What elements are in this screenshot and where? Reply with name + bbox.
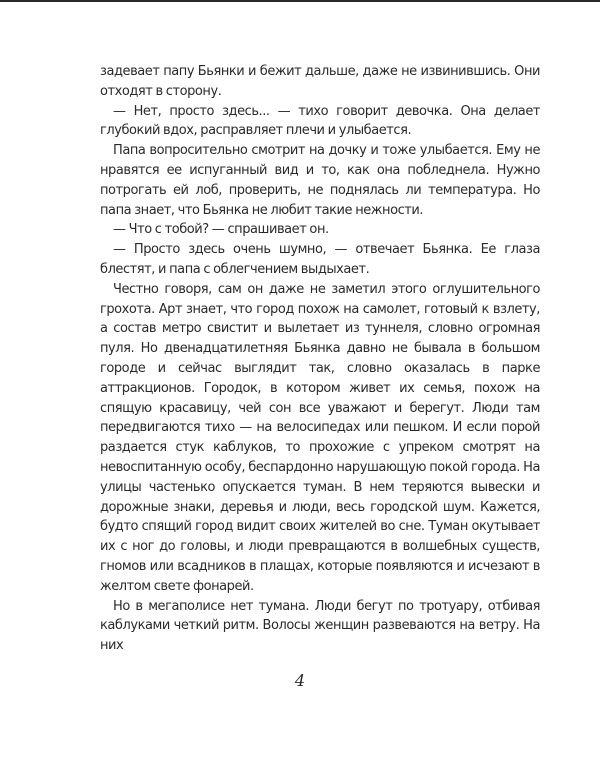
paragraph-2: — Нет, просто здесь... — тихо говорит девочка. Она делает глубокий вдох, расправляет плечи и улыбается. bbox=[100, 103, 540, 139]
paragraph-7: Но в мегаполисе нет тумана. Люди бегут по тротуару, отбивая каблуками четкий ритм. Волосы женщин развеваются на ветру. На них bbox=[100, 598, 540, 654]
paragraph-3: Папа вопросительно смотрит на дочку и тоже улыбается. Ему не нравятся ее испуганный вид и то, как она побледнела. Нужно потрогать ей лоб, проверить, не поднялась ли температура. Но папа знает, что Бьянка не любит такие нежности. bbox=[100, 143, 540, 218]
paragraph-4: — Что с тобой? — спрашивает он. bbox=[113, 222, 329, 238]
paragraph-6: Честно говоря, сам он даже не заметил этого оглушительного грохота. Арт знает, что город похож на самолет, готовый к взлету, а состав метро свистит и вылетает из туннеля, словно огромная пуля. Но двенадцатилетняя Бьянка давно не бывала в большом городе и сейчас выглядит так, словно оказалась в парке аттракционов. Городок, в котором живет их семья, похож на спящую красавицу, чей сон все уважают и берегут. Люди там передвигаются тихо — на велосипедах или пешком. И если порой раздается стук каблуков, то прохожие с упреком смотрят на невоспитанную особу, беспардонно нарушающую покой города. На улицы частенько опускается туман. В нем теряются вывески и дорожные знаки, деревья и люди, весь городской шум. Кажется, будто спящий город видит своих жителей во сне. Туман окутывает их с ног до головы, и люди превращаются в волшебных существ, гномов или всадников в плащах, которые появляются и исчезают в желтом свете фонарей. bbox=[100, 281, 540, 594]
top-border-line bbox=[0, 0, 600, 2]
book-page-text bbox=[100, 62, 540, 656]
paragraph-5: — Просто здесь очень шумно, — отвечает Бьянка. Ее глаза блестят, и папа с облегчением выдыхает. bbox=[100, 242, 540, 277]
page-number: 4 bbox=[294, 671, 306, 690]
paragraph-1: задевает папу Бьянки и бежит дальше, даже не извинившись. Они отходят в сторону. bbox=[100, 64, 540, 99]
